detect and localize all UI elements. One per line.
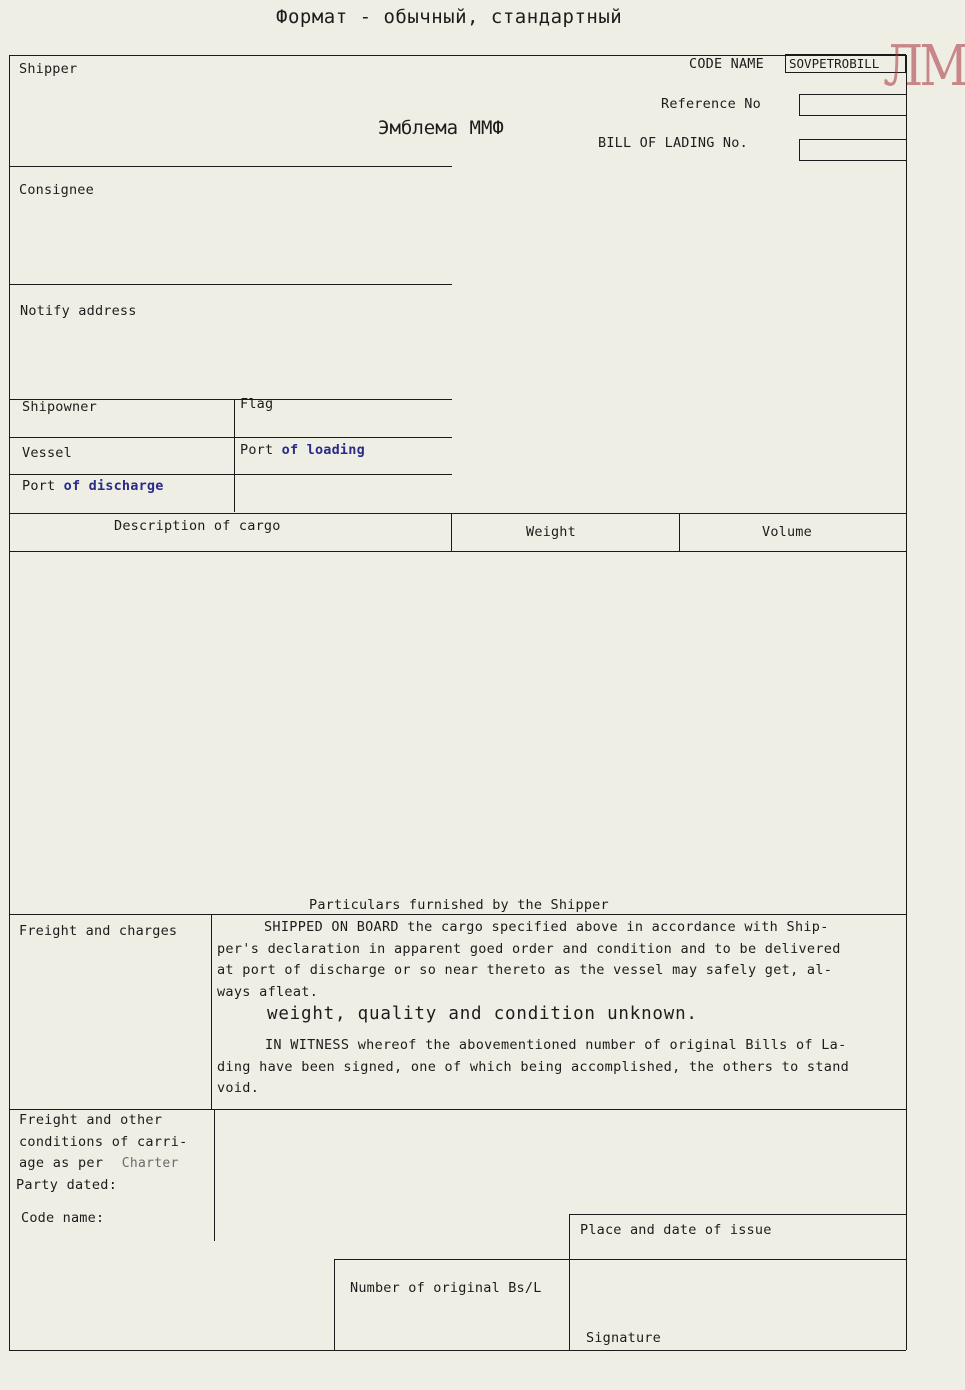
vessel-label: Vessel bbox=[22, 445, 72, 461]
conditions-line-2: conditions of carri- bbox=[19, 1133, 188, 1150]
conditions-line-4: Party dated: bbox=[16, 1176, 118, 1193]
shipped-line-2: per's declaration in apparent goed order and condition and to be delivered bbox=[217, 940, 841, 957]
witness-line-1: IN WITNESS whereof the abovementioned number of original Bills of La- bbox=[265, 1037, 847, 1053]
shipped-line-4: ways afleat. bbox=[217, 983, 319, 1000]
volume-column-left bbox=[679, 513, 680, 551]
shipped-on-board-paragraph bbox=[217, 917, 841, 1003]
freight-top-line bbox=[9, 914, 906, 915]
reference-label: Reference No bbox=[661, 96, 761, 112]
port-of-loading-prefix: Port bbox=[240, 442, 274, 458]
port-of-loading-label bbox=[240, 442, 365, 458]
bill-of-lading-label: BILL OF LADING No. bbox=[598, 135, 748, 151]
particulars-label: Particulars furnished by the Shipper bbox=[309, 897, 609, 913]
code-name-label: CODE NAME bbox=[689, 56, 764, 72]
witness-line-3: void. bbox=[217, 1080, 260, 1096]
handwritten-mark: ЛМ bbox=[883, 34, 965, 99]
conditions-line-1: Freight and other bbox=[19, 1112, 163, 1128]
shipper-label: Shipper bbox=[19, 61, 78, 77]
witness-line-2: ding have been signed, one of which being accomplished, the others to stand bbox=[217, 1058, 850, 1075]
code-name-field-label: Code name: bbox=[21, 1210, 105, 1226]
page-title: Формат - обычный, стандартный bbox=[276, 6, 623, 28]
weight-column-left bbox=[451, 513, 452, 551]
unknown-clause: weight, quality and condition unknown. bbox=[267, 1004, 698, 1024]
reference-field[interactable] bbox=[799, 94, 907, 116]
code-name-box: SOVPETROBILL bbox=[785, 54, 906, 73]
signature-label: Signature bbox=[586, 1330, 661, 1346]
shipowner-label: Shipowner bbox=[22, 399, 97, 415]
consignee-divider bbox=[9, 284, 452, 285]
port-of-discharge-prefix: Port bbox=[22, 478, 56, 494]
number-of-originals-label: Number of original Bs/L bbox=[350, 1280, 542, 1296]
charter-label: Charter bbox=[121, 1156, 179, 1171]
frame-bottom-line bbox=[9, 1350, 906, 1351]
frame-top-line bbox=[9, 55, 906, 56]
vessel-top-line bbox=[9, 437, 452, 438]
frame-right-line bbox=[906, 55, 907, 1350]
conditions-of-carriage bbox=[16, 1110, 188, 1196]
shipped-line-1: SHIPPED ON BOARD the cargo specified above in accordance with Ship- bbox=[264, 919, 829, 935]
cargo-header-bottom-line bbox=[9, 551, 906, 552]
discharge-top-line bbox=[9, 474, 452, 475]
frame-left-line bbox=[9, 55, 10, 1350]
conditions-column-divider bbox=[214, 1109, 215, 1241]
freight-and-charges-label: Freight and charges bbox=[19, 923, 178, 939]
port-of-discharge-label bbox=[22, 478, 164, 494]
place-date-top-line bbox=[569, 1214, 906, 1215]
freight-column-divider bbox=[211, 914, 212, 1109]
notify-address-label: Notify address bbox=[20, 303, 137, 319]
originals-left-line bbox=[334, 1259, 335, 1350]
signature-top-line bbox=[334, 1259, 906, 1260]
port-of-discharge-suffix: of discharge bbox=[63, 478, 164, 494]
bill-of-lading-field[interactable] bbox=[799, 139, 907, 161]
consignee-label: Consignee bbox=[19, 182, 94, 198]
place-date-left-line bbox=[569, 1214, 570, 1350]
shipowner-column-divider bbox=[234, 399, 235, 512]
cargo-header-top-line bbox=[9, 513, 906, 514]
conditions-line-3-text: age as per bbox=[19, 1155, 104, 1171]
shipper-divider bbox=[9, 166, 452, 167]
description-of-cargo-label: Description of cargo bbox=[114, 518, 281, 534]
volume-label: Volume bbox=[762, 524, 812, 540]
shipped-line-3: at port of discharge or so near thereto as the vessel may safely get, al- bbox=[217, 962, 833, 978]
emblem-label: Эмблема ММФ bbox=[378, 117, 504, 139]
port-of-loading-suffix: of loading bbox=[281, 442, 365, 458]
place-and-date-of-issue-label: Place and date of issue bbox=[580, 1222, 772, 1238]
weight-label: Weight bbox=[526, 524, 576, 540]
flag-label: Flag bbox=[240, 396, 274, 412]
in-witness-paragraph bbox=[217, 1035, 849, 1100]
conditions-line-3 bbox=[19, 1153, 188, 1175]
